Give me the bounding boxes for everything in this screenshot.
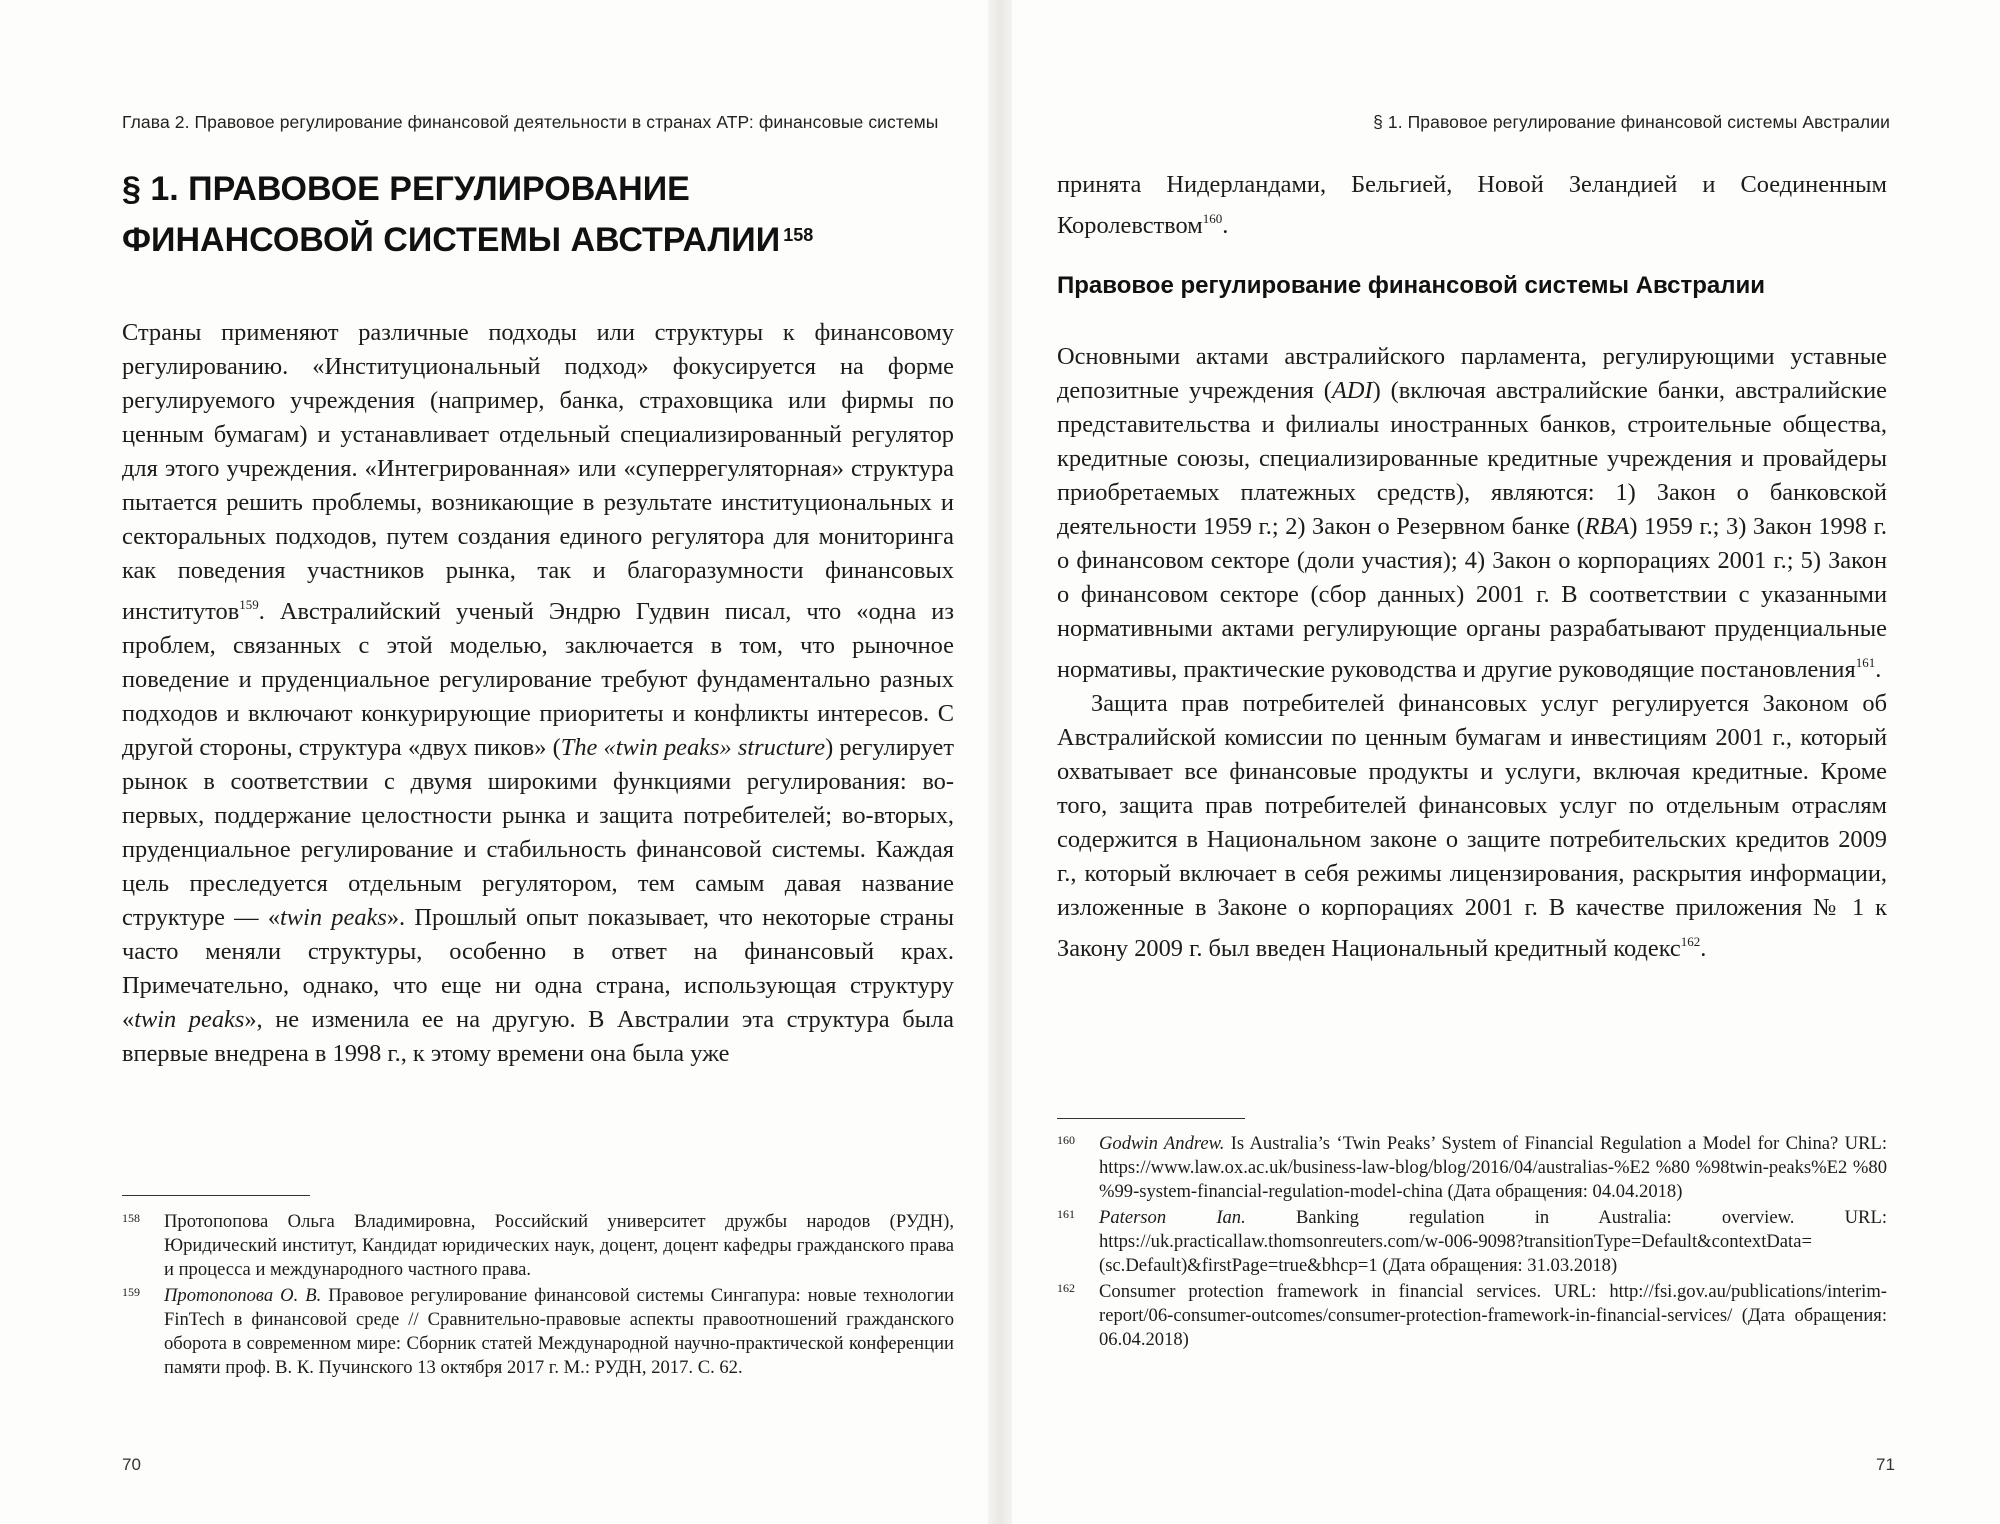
text-segment: ) 1959 г.; 3) Закон 1998 г. о финансовом секторе (доли участия); 4) Закон о корпорациях 2001 г.; 5) Закон о финансовом секторе (сбор данных) 2001 г. В соответствии с указанными нормативными актами регулирующие органы разрабатывают пруденциальные нормативы, практические руководства и другие руководящие постановления <box>1057 513 1888 683</box>
italic-segment: The «twin peaks» structure <box>560 734 826 761</box>
right-paragraph-2 <box>1057 687 1887 966</box>
footnote-158 <box>122 1210 954 1282</box>
left-page <box>0 0 990 1524</box>
footnote-number: 159 <box>122 1285 140 1299</box>
text-segment: ) регулирует рынок в соответствии с двумя широкими функциями регулирования: во-первых, поддержание целостности рынка и защита потребителей; во-вторых, пруденциальное регулирование и стабильность финансовой системы. Каждая цель преследуется отдельным регулятором, тем самым давая название структуре — « <box>122 734 954 931</box>
left-running-head: Глава 2. Правовое регулирование финансовой деятельности в странах АТР: финансовые системы <box>122 112 939 132</box>
text-segment: . Австралийский ученый Эндрю Гудвин писал, что «одна из проблем, связанных с этой моделью, заключается в том, что рыночное поведение и пруденциальное регулирование требуют фундаментально разных подходов и включают конкурирующие приоритеты и конфликты интересов. С другой стороны, структура «двух пиков» ( <box>122 598 954 761</box>
footnote-ref-161: 161 <box>1855 655 1876 670</box>
section-title-text: § 1. ПРАВОВОЕ РЕГУЛИРОВАНИЕ ФИНАНСОВОЙ СИСТЕМЫ АВСТРАЛИИ <box>122 170 781 259</box>
footnote-rule <box>1057 1118 1245 1119</box>
footnote-number: 158 <box>122 1211 140 1225</box>
text-segment: принята Нидерландами, Бельгией, Новой Зеландией и Соединенным Королевством <box>1057 171 1887 239</box>
footnote-159 <box>122 1284 954 1380</box>
title-footnote-ref: 158 <box>783 225 814 245</box>
italic-segment: RBA <box>1584 513 1630 540</box>
right-continuation-text <box>1057 168 1887 243</box>
italic-segment: twin peaks <box>280 904 387 931</box>
footnote-ref-160: 160 <box>1202 211 1223 226</box>
footnote-160 <box>1057 1132 1887 1204</box>
italic-segment: twin peaks <box>134 1006 245 1033</box>
footnote-text: Banking regulation in Australia: overview. URL: https://uk.practicallaw.thomsonreuters.com/w-006-9098?transitionType=Default&contextData=(sc.Default)&firstPage=true&bhcp=1 (Дата обращения: 31.03.2018) <box>1099 1207 1887 1276</box>
footnote-rule <box>122 1195 310 1196</box>
footnote-author: Godwin Andrew. <box>1099 1133 1225 1154</box>
section-title <box>122 166 922 263</box>
right-body-text <box>1057 340 1887 966</box>
footnote-161 <box>1057 1206 1887 1278</box>
footnote-162 <box>1057 1280 1887 1352</box>
text-segment: ». Прошлый опыт показывает, что некоторые страны часто меняли структуры, особенно в ответ на финансовый крах. Примечательно, однако, что еще ни одна страна, использующая структуру « <box>122 904 955 1033</box>
left-paragraph <box>122 316 954 1071</box>
text-segment: . <box>1875 656 1882 683</box>
page-number-right: 71 <box>1876 1455 1895 1474</box>
footnote-ref-159: 159 <box>239 597 259 612</box>
subheading: Правовое регулирование финансовой системы Австралии <box>1057 272 1765 299</box>
text-segment: . <box>1700 935 1707 962</box>
text-segment: ) (включая австралийские банки, австралийские представительства и филиалы иностранных банков, строительные общества, кредитные союзы, специализированные кредитные учреждения и провайдеры приобретаемых платежных средств), являются: 1) Закон о банковской деятельности 1959 г.; 2) Закон о Резервном банке ( <box>1057 377 1887 540</box>
footnote-author: Протопопова О. В. <box>164 1285 322 1306</box>
footnote-text: Правовое регулирование финансовой системы Сингапура: новые технологии FinTech в финансовой среде // Сравнительно-правовые аспекты правоотношений гражданского оборота в современном мире: Сборник статей Международной научно-практической конференции памяти проф. В. К. Пучинского 13 октября 2017 г. М.: РУДН, 2017. С. 62. <box>164 1285 955 1378</box>
footnote-number: 162 <box>1057 1281 1075 1295</box>
footnote-number: 161 <box>1057 1207 1075 1221</box>
text-segment: », не изменила ее на другую. В Австралии эта структура была впервые внедрена в 1998 г., к этому времени она была уже <box>122 1006 954 1067</box>
left-body-text <box>122 316 954 1071</box>
left-footnotes <box>122 1210 954 1382</box>
continuation-paragraph: принята Нидерландами, Бельгией, Новой Зеландией и Соединенным Королевством$^{160}$. <box>1057 171 1887 239</box>
footnote-text: Consumer protection framework in financial services. URL: http://fsi.gov.au/publications/interim-report/06-consumer-outcomes/consumer-protection-framework-in-financial-services/ (Дата обращения: 06.04.2018) <box>1099 1281 1887 1350</box>
text-segment: Основными актами австралийского парламента, регулирующими уставные депозитные учреждения ( <box>1057 343 1887 404</box>
right-running-head: § 1. Правовое регулирование финансовой системы Австралии <box>1373 112 1890 132</box>
text-segment: Защита прав потребителей финансовых услуг регулируется Законом об Австралийской комиссии по ценным бумагам и инвестициям 2001 г., который охватывает все финансовые продукты и услуги, включая кредитные. Кроме того, защита прав потребителей финансовых услуг по отдельным отраслям содержится в Национальном законе о защите потребительских кредитов 2009 г., который включает в себя режимы лицензирования, раскрытия информации, изложенные в Законе о корпорациях 2001 г. В качестве приложения № 1 к Закону 2009 г. был введен Национальный кредитный кодекс <box>1057 690 1887 962</box>
right-paragraph-1 <box>1057 340 1887 687</box>
page-number-left: 70 <box>122 1455 141 1474</box>
footnote-ref-162: 162 <box>1680 934 1701 949</box>
italic-segment: ADI <box>1331 377 1373 404</box>
footnote-text: Протопопова Ольга Владимировна, Российский университет дружбы народов (РУДН), Юридический институт, Кандидат юридических наук, доцент, доцент кафедры гражданского права и процесса и международного частного права. <box>164 1211 954 1280</box>
text-segment: Страны применяют различные подходы или структуры к финансовому регулированию. «Институциональный подход» фокусируется на форме регулируемого учреждения (например, банка, страховщика или фирмы по ценным бумагам) и устанавливает отдельный специализированный регулятор для этого учреждения. «Интегрированная» или «суперрегуляторная» структура пытается решить проблемы, возникающие в результате институциональных и секторальных подходов, путем создания единого регулятора для мониторинга как поведения участников рынка, так и благоразумности финансовых институтов <box>122 319 954 625</box>
footnote-number: 160 <box>1057 1133 1075 1147</box>
footnote-text: Is Australia’s ‘Twin Peaks’ System of Financial Regulation a Model for China? URL: https://www.law.ox.ac.uk/business-law-blog/blog/2016/04/australias-%E2 %80 %98twin-peaks%E2 %80 %99-system-financial-regulation-model-china (Дата обращения: 04.04.2018) <box>1099 1133 1887 1202</box>
right-footnotes <box>1057 1132 1887 1354</box>
footnote-author: Paterson Ian. <box>1099 1207 1246 1228</box>
